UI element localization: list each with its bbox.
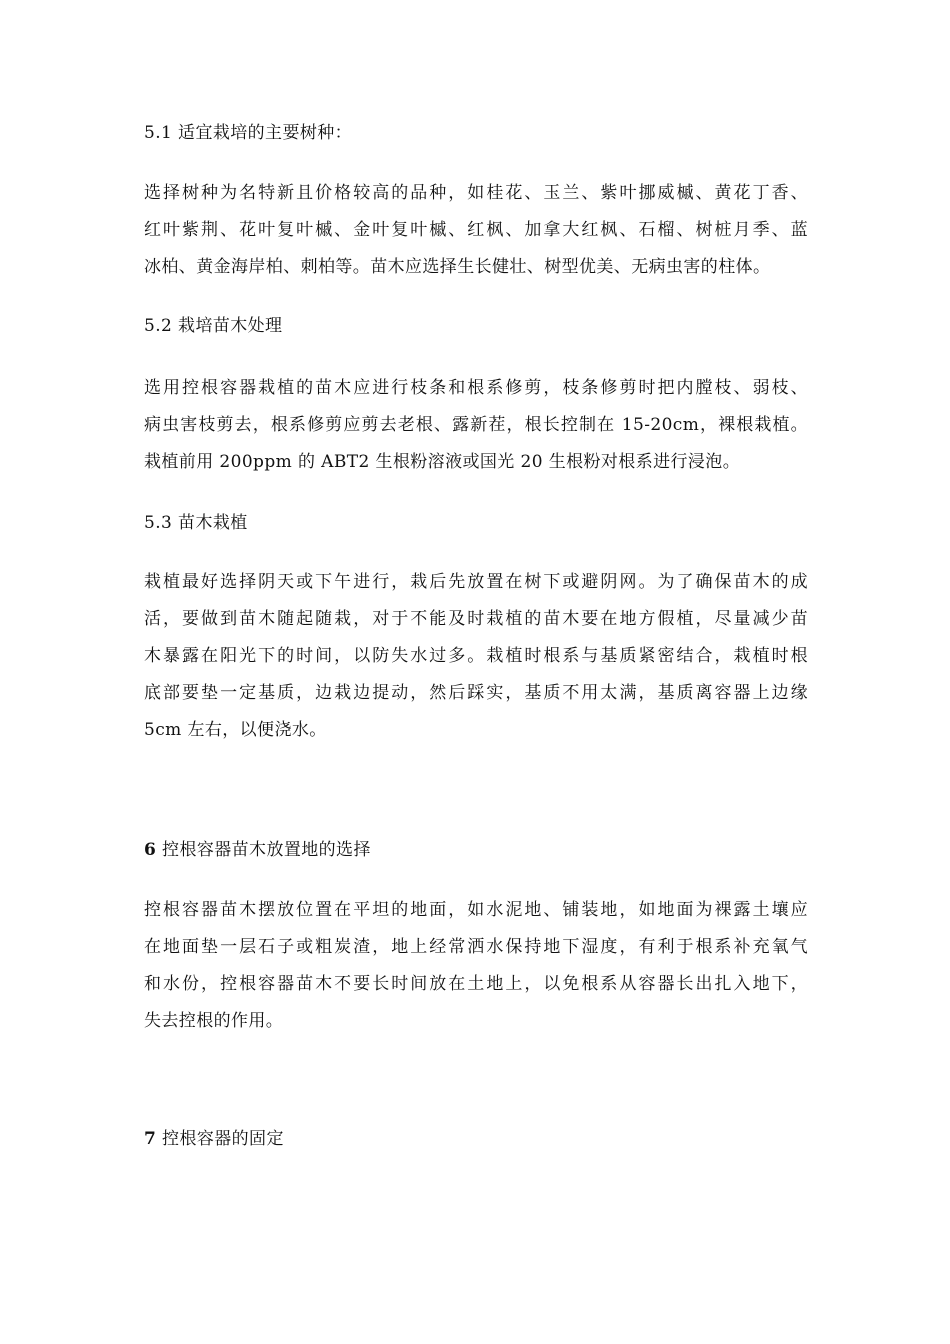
paragraph-line: 冰柏、黄金海岸柏、刺柏等。苗木应选择生长健壮、树型优美、无病虫害的柱体。 (144, 257, 771, 277)
section-heading-7 (144, 1127, 284, 1151)
section-number: 6 (144, 840, 157, 860)
paragraph-line: 病虫害枝剪去，根系修剪应剪去老根、露新茬，根长控制在 15-20cm，裸根栽植。 (144, 415, 808, 435)
section-heading-5-3: 5.3 苗木栽植 (144, 513, 248, 533)
paragraph-line: 活，要做到苗木随起随栽，对于不能及时栽植的苗木要在地方假植，尽量减少苗 (144, 609, 808, 629)
paragraph-line: 木暴露在阳光下的时间，以防失水过多。栽植时根系与基质紧密结合，栽植时根 (144, 646, 808, 666)
section-body-5-1 (144, 175, 808, 286)
paragraph-line: 选用控根容器栽植的苗木应进行枝条和根系修剪，枝条修剪时把内膛枝、弱枝、 (144, 378, 808, 398)
paragraph-line: 在地面垫一层石子或粗炭渣，地上经常洒水保持地下湿度，有利于根系补充氧气 (144, 937, 808, 957)
paragraph-line: 选择树种为名特新且价格较高的品种，如桂花、玉兰、紫叶挪威槭、黄花丁香、 (144, 183, 808, 203)
section-title: 控根容器的固定 (156, 1129, 284, 1149)
paragraph-line: 5cm 左右，以便浇水。 (144, 720, 327, 740)
section-heading-5-2: 5.2 栽培苗木处理 (144, 316, 283, 336)
paragraph-line: 失去控根的作用。 (144, 1011, 284, 1031)
paragraph-line: 栽植前用 200ppm 的 ABT2 生根粉溶液或国光 20 生根粉对根系进行浸泡。 (144, 452, 741, 472)
section-body-5-3 (144, 564, 808, 749)
paragraph-line: 红叶紫荆、花叶复叶槭、金叶复叶槭、红枫、加拿大红枫、石榴、树桩月季、蓝 (144, 220, 808, 240)
section-body-6 (144, 892, 808, 1040)
section-number: 7 (144, 1129, 157, 1149)
section-heading-5-1: 5.1 适宜栽培的主要树种： (144, 123, 353, 143)
paragraph-line: 栽植最好选择阴天或下午进行，栽后先放置在树下或避阴网。为了确保苗木的成 (144, 572, 808, 592)
section-body-5-2 (144, 370, 808, 481)
paragraph-line: 控根容器苗木摆放位置在平坦的地面，如水泥地、铺装地，如地面为裸露土壤应 (144, 900, 808, 920)
paragraph-line: 底部要垫一定基质，边栽边提动，然后踩实，基质不用太满，基质离容器上边缘 (144, 683, 808, 703)
paragraph-line: 和水份，控根容器苗木不要长时间放在土地上，以免根系从容器长出扎入地下， (144, 974, 808, 994)
section-heading-6 (144, 838, 371, 862)
section-title: 控根容器苗木放置地的选择 (156, 840, 371, 860)
